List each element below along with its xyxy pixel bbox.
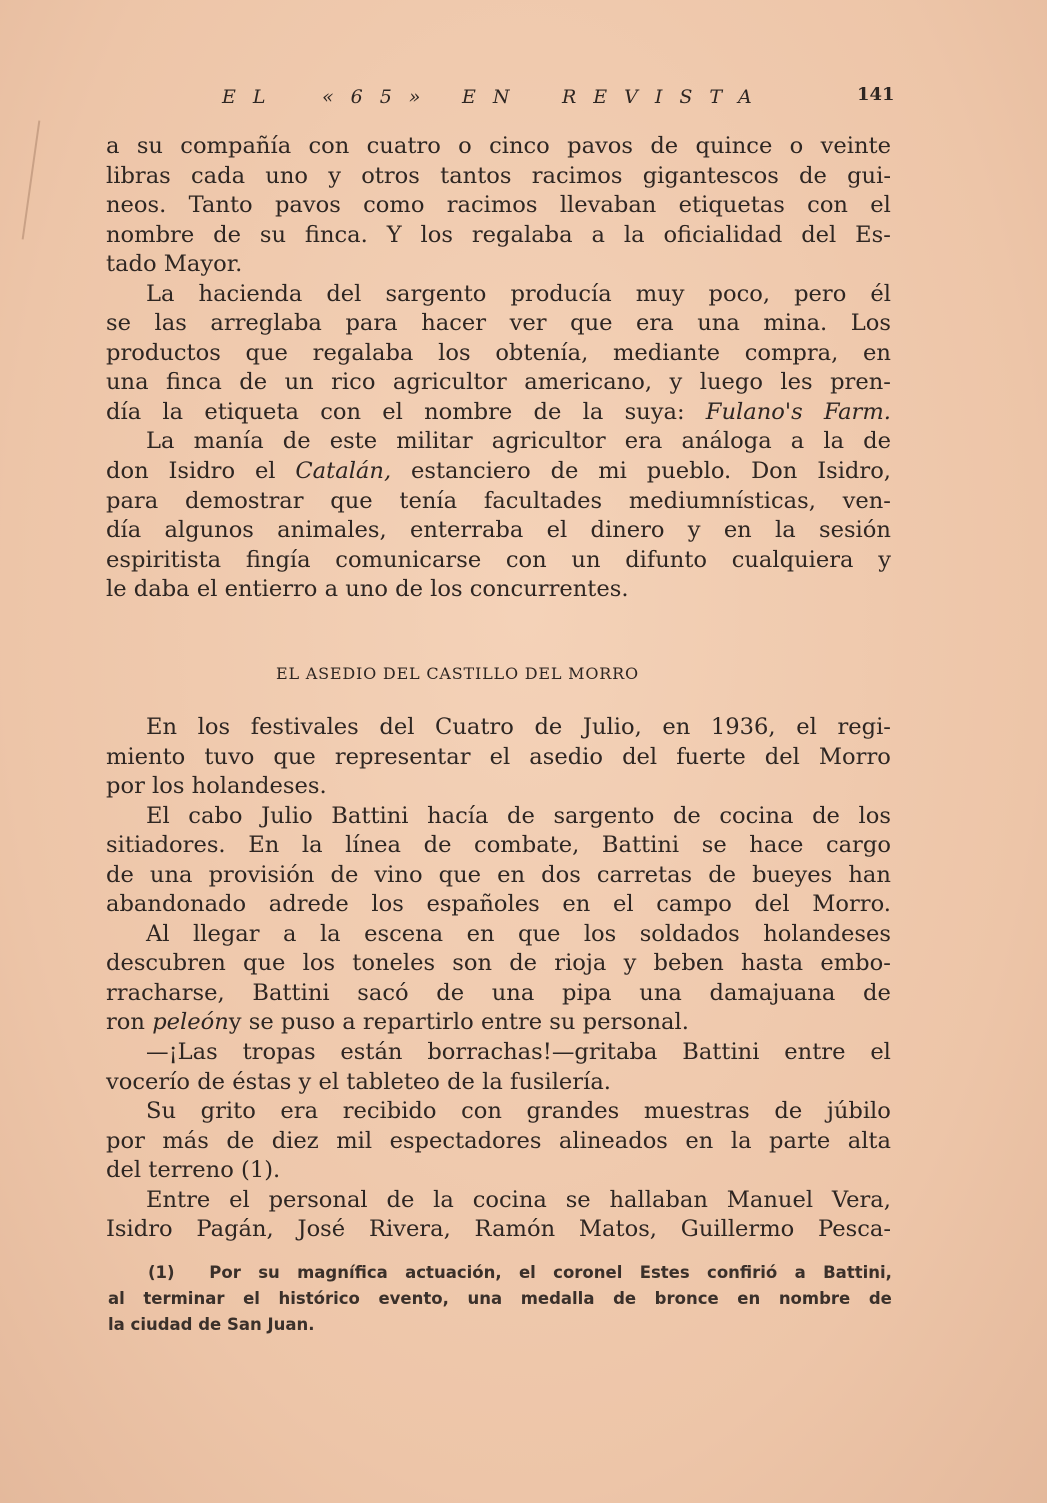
page-number: 141 [857, 84, 895, 105]
text-line: sitiadores. En la línea de combate, Battini se hace cargo [106, 832, 891, 859]
text-line: le daba el entierro a uno de los concurrentes. [106, 576, 629, 603]
footnote [108, 1260, 892, 1338]
section-heading: EL ASEDIO DEL CASTILLO DEL MORRO [276, 664, 639, 683]
text-line: tado Mayor. [106, 251, 243, 278]
text-line: día algunos animales, enterraba el dinero y en la sesión [106, 517, 891, 544]
running-title-word: EN [462, 86, 527, 108]
text-line: Entre el personal de la cocina se hallaban Manuel Vera, [146, 1186, 891, 1213]
margin-pencil-mark [22, 120, 41, 239]
body-text-section-2 [106, 713, 891, 1245]
text-line: día la etiqueta con el nombre de la suya: Fulano's Farm. [106, 398, 891, 425]
footnote-line: (1) Por su magnífica actuación, el coronel Estes confirió a Battini, [148, 1263, 892, 1282]
text-line: de una provisión de vino que en dos carretas de bueyes han [106, 861, 891, 888]
running-title-word: REVISTA [562, 86, 769, 108]
text-line: El cabo Julio Battini hacía de sargento de cocina de los [146, 802, 891, 829]
text-line: productos que regalaba los obtenía, mediante compra, en [106, 339, 891, 366]
running-header [222, 84, 895, 116]
text-line: libras cada uno y otros tantos racimos gigantescos de gui- [106, 162, 891, 189]
text-line: una finca de un rico agricultor americano, y luego les pren- [106, 369, 891, 396]
text-line: por los holandeses. [106, 773, 327, 800]
text-line: por más de diez mil espectadores alineados en la parte alta [106, 1127, 891, 1154]
running-title-word: EL [222, 86, 283, 108]
text-line: vocerío de éstas y el tableteo de la fusilería. [106, 1068, 611, 1095]
text-line: espiritista fingía comunicarse con un difunto cualquiera y [106, 546, 891, 573]
text-line: Al llegar a la escena en que los soldados holandeses [146, 920, 891, 947]
text-line: rracharse, Battini sacó de una pipa una damajuana de [106, 979, 891, 1006]
text-line: se las arreglaba para hacer ver que era una mina. Los [106, 310, 891, 337]
italic-phrase: peleón [152, 1009, 229, 1036]
text-line: neos. Tanto pavos como racimos llevaban etiquetas con el [106, 192, 891, 219]
text-line: miento tuvo que representar el asedio del fuerte del Morro [106, 743, 891, 770]
body-text-section-1 [106, 132, 891, 605]
text-line: descubren que los toneles son de rioja y beben hasta embo- [106, 950, 891, 977]
text-line: En los festivales del Cuatro de Julio, en 1936, el regi- [146, 714, 891, 740]
text-line: nombre de su finca. Y los regalaba a la oficialidad del Es- [106, 221, 891, 248]
text-line: para demostrar que tenía facultades mediumnísticas, ven- [106, 487, 891, 514]
running-title-word: «65» [322, 86, 438, 108]
text-line: don Isidro el Catalán, estanciero de mi pueblo. Don Isidro, [106, 458, 891, 485]
text-line: a su compañía con cuatro o cinco pavos de quince o veinte [106, 133, 891, 159]
footnote-line: la ciudad de San Juan. [108, 1315, 315, 1334]
text-line: —¡Las tropas están borrachas!—gritaba Battini entre el [146, 1039, 891, 1066]
text-line: ron peleón y se puso a repartirlo entre su personal. [106, 1008, 891, 1038]
text-line: La hacienda del sargento producía muy poco, pero él [146, 280, 891, 307]
footnote-line: al terminar el histórico evento, una medalla de bronce en nombre de [108, 1289, 892, 1308]
text-line: del terreno (1). [106, 1157, 281, 1184]
text-line: abandonado adrede los españoles en el campo del Morro. [106, 891, 891, 918]
text-line: Su grito era recibido con grandes muestras de júbilo [146, 1098, 891, 1125]
text-line: Isidro Pagán, José Rivera, Ramón Matos, Guillermo Pesca- [106, 1216, 891, 1243]
text-line: La manía de este militar agricultor era análoga a la de [146, 428, 891, 455]
